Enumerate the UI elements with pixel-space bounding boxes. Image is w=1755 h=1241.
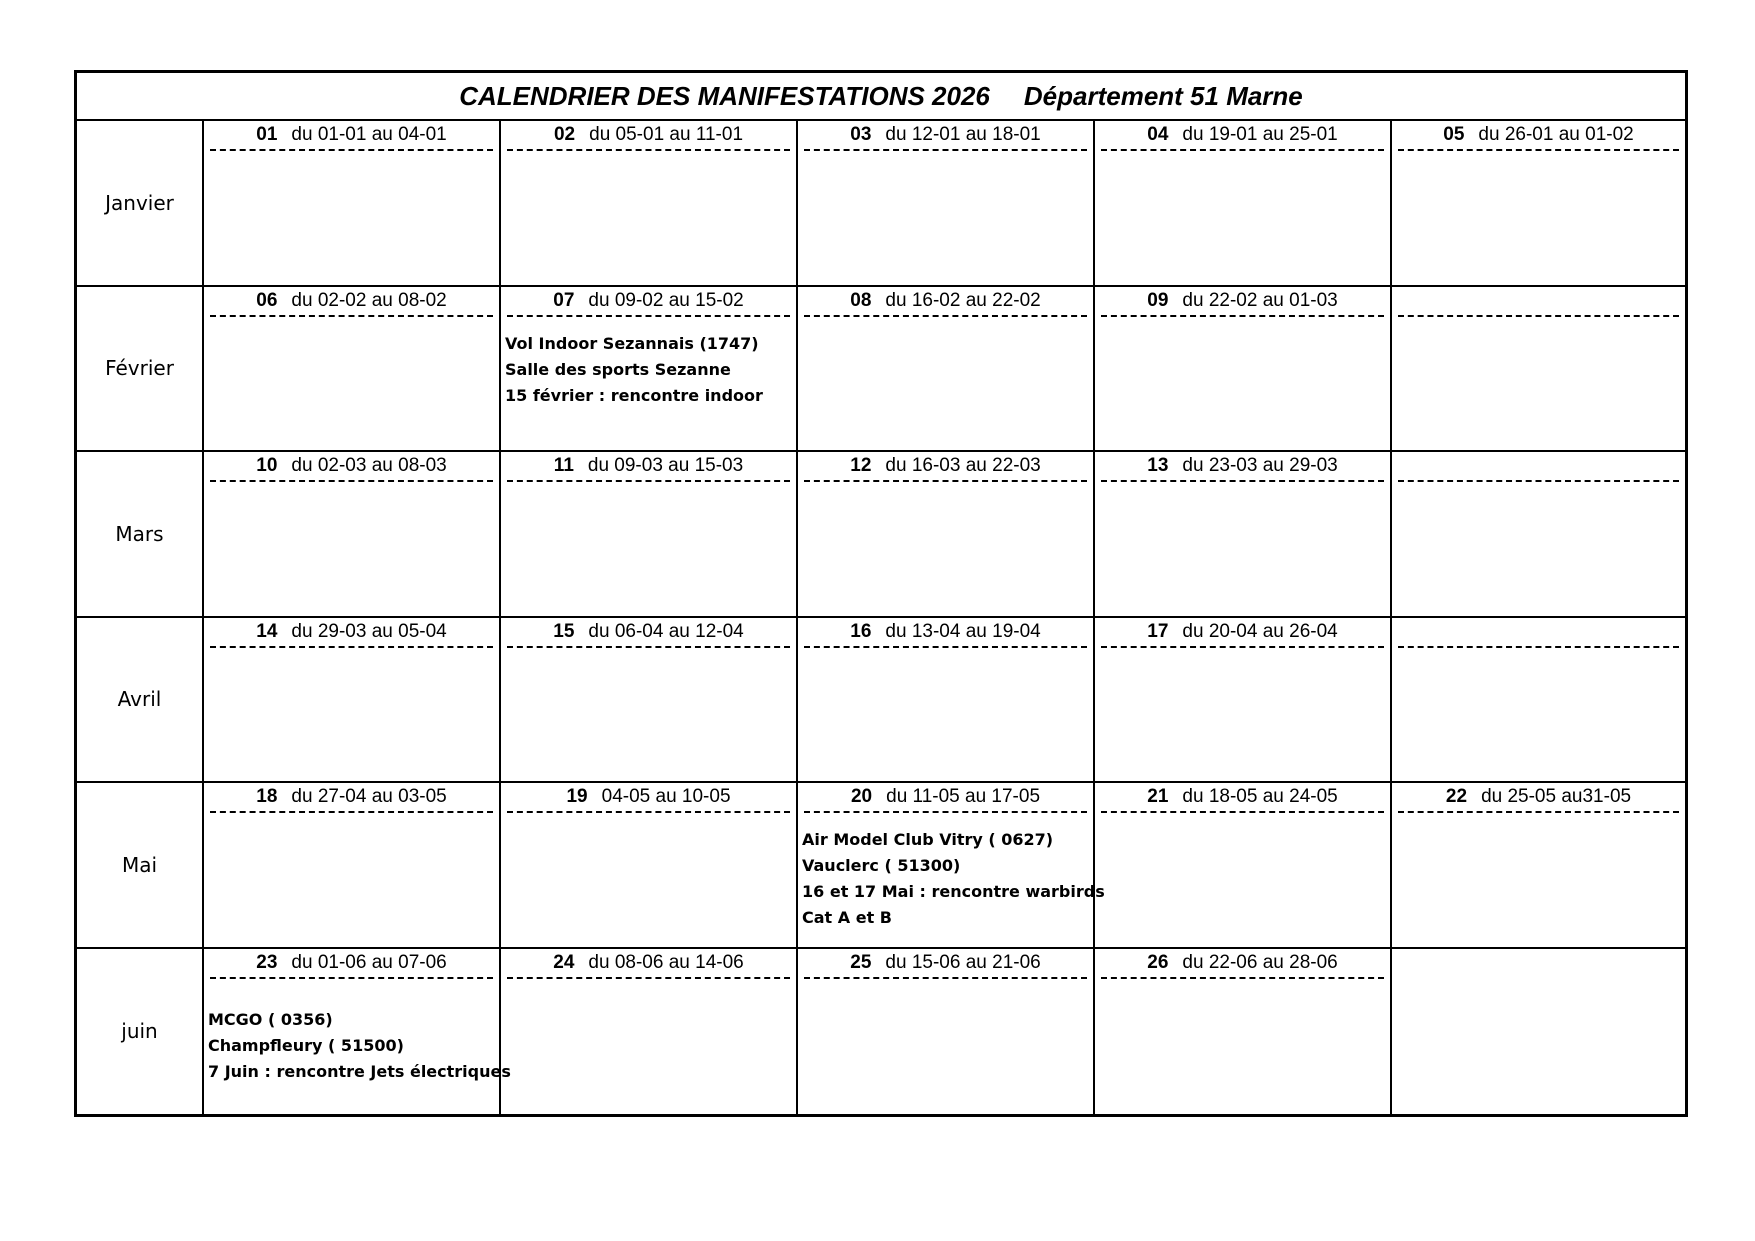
event-line: Vol Indoor Sezannais (1747) <box>505 333 759 353</box>
dashed-divider <box>804 480 1087 482</box>
week-number: 05 <box>1443 124 1465 145</box>
week-range: du 01-06 au 07-06 <box>291 951 447 973</box>
week-header <box>1095 783 1390 811</box>
title-department: Département 51 Marne <box>1023 80 1303 111</box>
week-header <box>1392 783 1685 811</box>
dashed-divider <box>1101 646 1384 648</box>
week-header <box>798 452 1093 480</box>
week-header <box>204 949 499 977</box>
week-number: 15 <box>553 620 575 642</box>
event-line: Salle des sports Sezanne <box>505 359 731 379</box>
dashed-divider <box>210 480 493 482</box>
week-number: 04 <box>1147 124 1169 145</box>
week-header <box>1392 618 1685 646</box>
week-header <box>1095 452 1390 480</box>
week-header <box>798 121 1093 149</box>
week-header <box>1392 287 1685 315</box>
week-header <box>1392 121 1685 149</box>
week-header <box>204 121 499 149</box>
week-cell <box>1095 949 1392 1115</box>
dashed-divider <box>210 149 493 151</box>
week-header <box>1392 452 1685 480</box>
month-label: Avril <box>77 618 204 784</box>
week-number: 13 <box>1147 455 1169 476</box>
week-cell <box>1392 949 1685 1115</box>
week-header <box>798 287 1093 315</box>
event-line: Champfleury ( 51500) <box>208 1035 404 1055</box>
week-header <box>1095 121 1390 149</box>
week-range: du 16-03 au 22-03 <box>885 455 1041 476</box>
week-number: 08 <box>850 289 872 311</box>
calendar-title <box>77 73 1685 121</box>
event-line: 15 février : rencontre indoor <box>505 385 763 405</box>
week-cell <box>1095 783 1392 949</box>
week-cell <box>798 783 1105 949</box>
month-label: juin <box>77 949 204 1115</box>
event-block <box>802 827 1105 931</box>
week-number: 18 <box>256 786 278 807</box>
week-range: du 02-03 au 08-03 <box>291 455 447 476</box>
month-label: Mars <box>77 452 204 618</box>
calendar-grid <box>77 121 1685 1114</box>
week-range: du 11-05 au 17-05 <box>886 786 1041 807</box>
dashed-divider <box>1398 646 1679 648</box>
week-range: du 19-01 au 25-01 <box>1182 124 1338 145</box>
dashed-divider <box>1398 480 1679 482</box>
week-cell <box>501 618 798 784</box>
week-cell <box>501 452 798 618</box>
week-range: du 20-04 au 26-04 <box>1182 620 1338 642</box>
dashed-divider <box>1101 149 1384 151</box>
week-cell <box>798 452 1095 618</box>
week-range: du 16-02 au 22-02 <box>885 289 1041 311</box>
week-header <box>798 618 1093 646</box>
week-range: 04-05 au 10-05 <box>601 786 731 807</box>
week-cell <box>204 121 501 287</box>
week-header <box>501 618 796 646</box>
week-range: du 29-03 au 05-04 <box>291 620 447 642</box>
week-range: du 22-02 au 01-03 <box>1182 289 1338 311</box>
week-cell <box>501 783 798 949</box>
week-range: du 08-06 au 14-06 <box>588 951 744 973</box>
week-header <box>204 618 499 646</box>
week-cell <box>1392 452 1685 618</box>
dashed-divider <box>507 646 790 648</box>
week-range: du 12-01 au 18-01 <box>885 124 1041 145</box>
event-line: Cat A et B <box>802 908 892 927</box>
week-range: du 23-03 au 29-03 <box>1182 455 1338 476</box>
week-cell <box>204 452 501 618</box>
week-range: du 13-04 au 19-04 <box>885 620 1041 642</box>
week-number: 19 <box>566 786 588 807</box>
week-header <box>798 783 1093 811</box>
dashed-divider <box>1101 315 1384 317</box>
dashed-divider <box>804 149 1087 151</box>
week-number: 01 <box>256 124 278 145</box>
event-line: 7 Juin : rencontre Jets électriques <box>208 1061 511 1081</box>
week-number: 02 <box>553 124 576 145</box>
week-cell <box>501 121 798 287</box>
event-line: Vauclerc ( 51300) <box>802 856 961 875</box>
dashed-divider <box>804 646 1087 648</box>
dashed-divider <box>507 811 790 813</box>
dashed-divider <box>210 977 493 979</box>
week-header <box>501 452 796 480</box>
week-cell <box>204 949 511 1115</box>
week-cell <box>1095 618 1392 784</box>
week-cell <box>1392 287 1685 453</box>
week-range: du 01-01 au 04-01 <box>291 124 447 145</box>
week-header <box>1095 287 1390 315</box>
week-range: du 15-06 au 21-06 <box>885 951 1041 973</box>
event-block <box>505 331 792 409</box>
dashed-divider <box>507 149 790 151</box>
week-cell <box>1392 618 1685 784</box>
week-range: du 06-04 au 12-04 <box>588 620 744 642</box>
dashed-divider <box>210 811 493 813</box>
event-line: 16 et 17 Mai : rencontre warbirds <box>802 882 1105 901</box>
week-cell <box>798 618 1095 784</box>
week-header <box>204 287 499 315</box>
week-cell <box>1095 287 1392 453</box>
week-cell <box>1095 121 1392 287</box>
week-cell <box>501 287 798 453</box>
week-number: 22 <box>1445 786 1468 807</box>
week-cell <box>1392 121 1685 287</box>
week-number: 17 <box>1147 620 1169 642</box>
week-header <box>501 783 796 811</box>
week-number: 09 <box>1147 289 1169 311</box>
dashed-divider <box>210 646 493 648</box>
week-header <box>501 949 796 977</box>
dashed-divider <box>1398 149 1679 151</box>
week-range: du 27-04 au 03-05 <box>291 786 447 807</box>
week-number: 11 <box>553 455 574 476</box>
week-range: du 09-03 au 15-03 <box>587 455 744 476</box>
dashed-divider <box>804 315 1087 317</box>
dashed-divider <box>804 977 1087 979</box>
week-number: 03 <box>850 124 872 145</box>
week-number: 06 <box>256 289 278 311</box>
month-label: Février <box>77 287 204 453</box>
week-header <box>798 949 1093 977</box>
week-number: 24 <box>553 951 575 973</box>
week-cell <box>798 287 1095 453</box>
event-line: MCGO ( 0356) <box>208 1009 333 1029</box>
week-cell <box>1392 783 1685 949</box>
week-header <box>204 783 499 811</box>
week-header <box>1095 618 1390 646</box>
week-number: 16 <box>850 620 872 642</box>
dashed-divider <box>507 315 790 317</box>
week-number: 23 <box>256 951 278 973</box>
week-number: 21 <box>1147 786 1169 807</box>
week-header <box>501 287 796 315</box>
dashed-divider <box>1398 315 1679 317</box>
week-cell <box>1095 452 1392 618</box>
week-number: 26 <box>1147 951 1169 973</box>
week-range: du 18-05 au 24-05 <box>1182 786 1338 807</box>
event-line: Air Model Club Vitry ( 0627) <box>802 830 1054 849</box>
week-number: 12 <box>850 455 872 476</box>
week-header <box>501 121 796 149</box>
week-cell <box>204 287 501 453</box>
dashed-divider <box>1101 480 1384 482</box>
week-cell <box>798 949 1095 1115</box>
week-number: 07 <box>553 289 575 311</box>
dashed-divider <box>1101 977 1384 979</box>
dashed-divider <box>507 480 790 482</box>
week-number: 25 <box>850 951 872 973</box>
week-range: du 25-05 au31-05 <box>1481 786 1632 807</box>
dashed-divider <box>507 977 790 979</box>
week-cell <box>501 949 798 1115</box>
week-number: 14 <box>256 620 278 642</box>
week-cell <box>204 618 501 784</box>
event-block <box>208 1007 511 1085</box>
week-range: du 05-01 au 11-01 <box>589 124 744 145</box>
week-number: 10 <box>256 455 278 476</box>
title-main: CALENDRIER DES MANIFESTATIONS 2026 <box>459 80 990 111</box>
month-label: Mai <box>77 783 204 949</box>
week-header <box>1095 949 1390 977</box>
dashed-divider <box>210 315 493 317</box>
week-range: du 02-02 au 08-02 <box>291 289 447 311</box>
week-number: 20 <box>850 786 873 807</box>
week-cell <box>204 783 501 949</box>
month-label: Janvier <box>77 121 204 287</box>
week-range: du 22-06 au 28-06 <box>1182 951 1338 973</box>
week-header <box>204 452 499 480</box>
week-range: du 26-01 au 01-02 <box>1478 124 1634 145</box>
dashed-divider <box>1101 811 1384 813</box>
dashed-divider <box>1398 811 1679 813</box>
dashed-divider <box>804 811 1087 813</box>
week-cell <box>798 121 1095 287</box>
week-range: du 09-02 au 15-02 <box>588 289 744 311</box>
week-header <box>1392 949 1685 977</box>
calendar-table <box>74 70 1688 1117</box>
